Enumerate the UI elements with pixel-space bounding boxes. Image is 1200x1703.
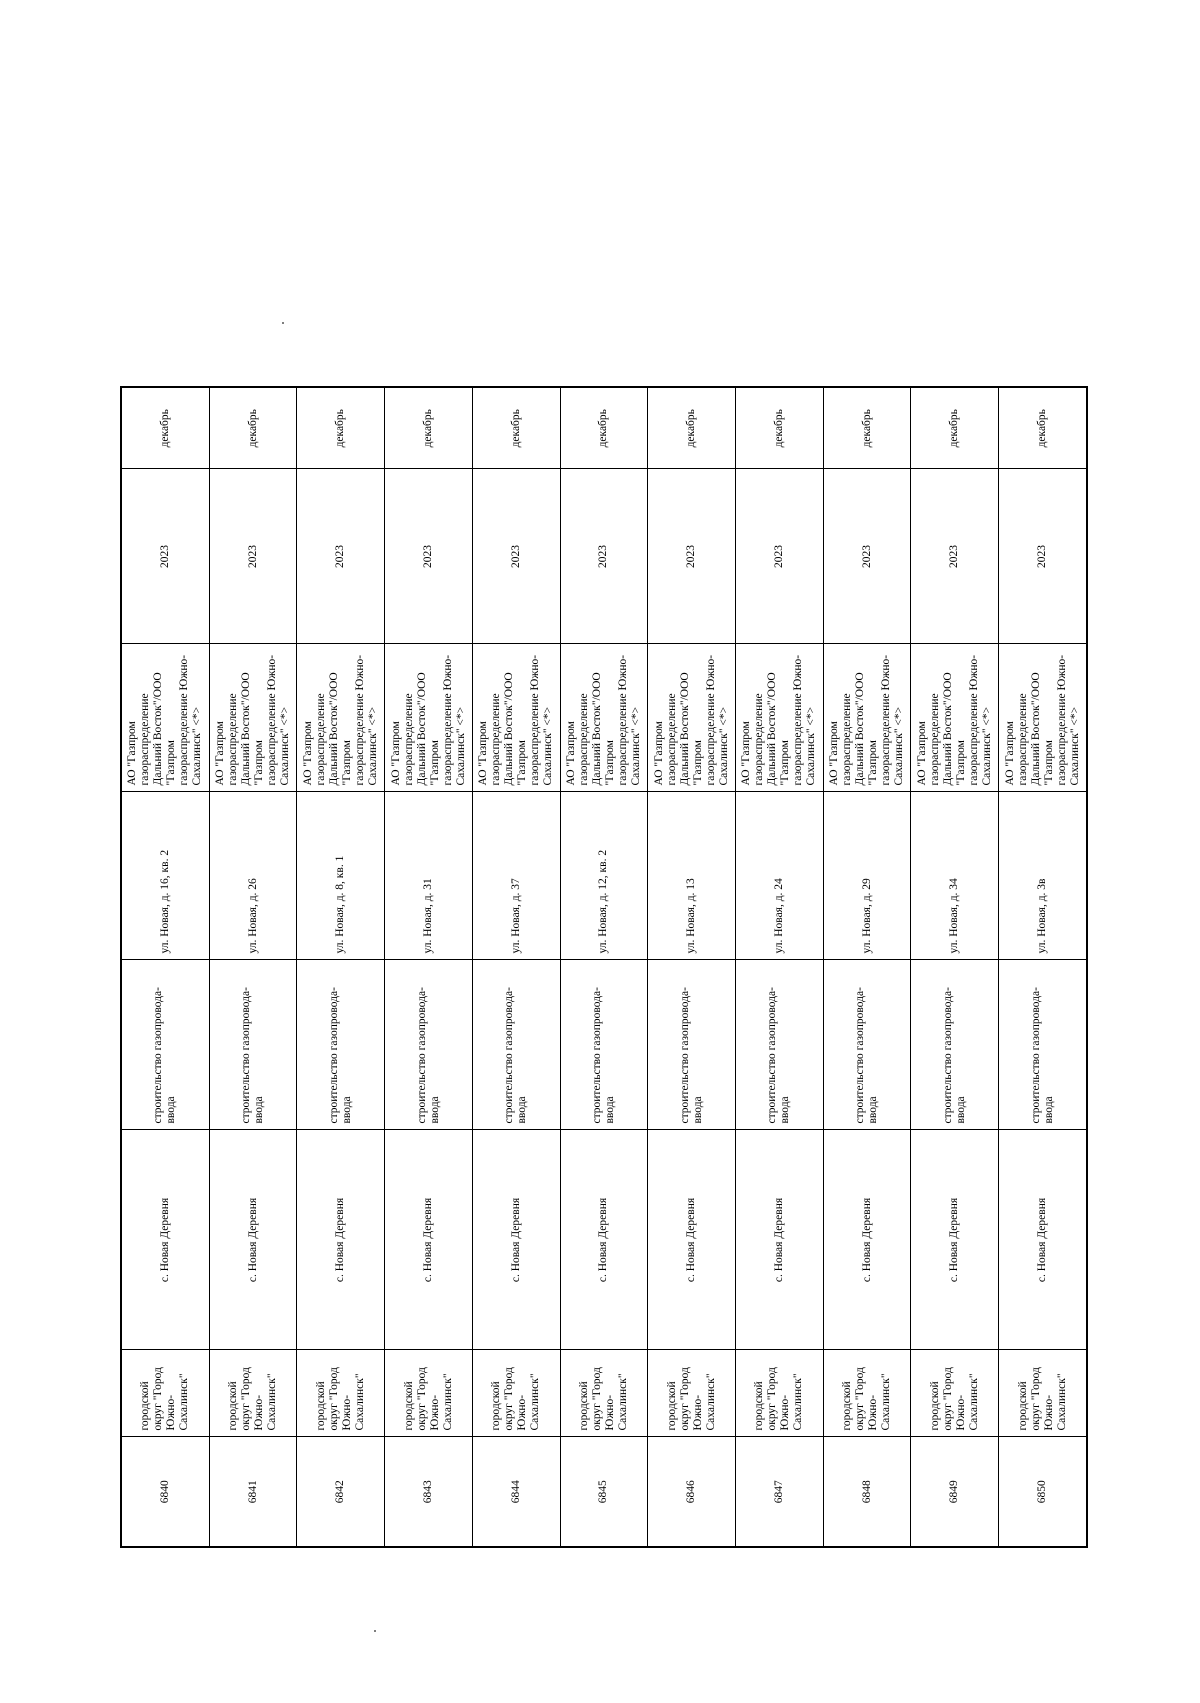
year-cell: 2023 [121, 469, 209, 644]
address-cell: ул. Новая, д. 24 [736, 792, 824, 960]
settlement-cell: с. Новая Деревня [648, 1130, 736, 1350]
year-cell: 2023 [999, 469, 1087, 644]
address-cell: ул. Новая, д. 12, кв. 2 [560, 792, 648, 960]
month-cell: декабрь [911, 387, 999, 469]
row-number-cell: 6848 [823, 1437, 911, 1547]
table-row [999, 387, 1087, 1547]
table-row [823, 387, 911, 1547]
organization-cell: АО "Газпром газораспределение Дальний Восток"/ООО "Газпром газораспределение Южно-Сахалинск" <*> [736, 644, 824, 792]
address-cell: ул. Новая, д. 29 [823, 792, 911, 960]
month-cell: декабрь [999, 387, 1087, 469]
settlement-cell: с. Новая Деревня [472, 1130, 560, 1350]
region-cell: городской округ "Город Южно-Сахалинск" [297, 1350, 385, 1437]
settlement-cell: с. Новая Деревня [385, 1130, 473, 1350]
year-cell: 2023 [911, 469, 999, 644]
work-type-cell: строительство газопровода-ввода [121, 960, 209, 1130]
settlement-cell: с. Новая Деревня [560, 1130, 648, 1350]
month-cell: декабрь [560, 387, 648, 469]
organization-cell: АО "Газпром газораспределение Дальний Восток"/ООО "Газпром газораспределение Южно-Сахалинск" <*> [648, 644, 736, 792]
scan-speck [282, 322, 284, 324]
settlement-cell: с. Новая Деревня [209, 1130, 297, 1350]
region-cell: городской округ "Город Южно-Сахалинск" [472, 1350, 560, 1437]
organization-cell: АО "Газпром газораспределение Дальний Восток"/ООО "Газпром газораспределение Южно-Сахалинск" <*> [823, 644, 911, 792]
organization-cell: АО "Газпром газораспределение Дальний Восток"/ООО "Газпром газораспределение Южно-Сахалинск" <*> [911, 644, 999, 792]
address-cell: ул. Новая, д. 37 [472, 792, 560, 960]
month-cell: декабрь [121, 387, 209, 469]
organization-cell: АО "Газпром газораспределение Дальний Восток"/ООО "Газпром газораспределение Южно-Сахалинск" <*> [472, 644, 560, 792]
address-cell: ул. Новая, д. 8, кв. 1 [297, 792, 385, 960]
region-cell: городской округ "Город Южно-Сахалинск" [560, 1350, 648, 1437]
table-row [736, 387, 824, 1547]
region-cell: городской округ "Город Южно-Сахалинск" [648, 1350, 736, 1437]
table-row [385, 387, 473, 1547]
table-row [648, 387, 736, 1547]
address-cell: ул. Новая, д. 16, кв. 2 [121, 792, 209, 960]
organization-cell: АО "Газпром газораспределение Дальний Восток"/ООО "Газпром газораспределение Южно-Сахалинск" <*> [999, 644, 1087, 792]
work-type-cell: строительство газопровода-ввода [911, 960, 999, 1130]
address-cell: ул. Новая, д. 13 [648, 792, 736, 960]
address-cell: ул. Новая, д. 3в [999, 792, 1087, 960]
month-cell: декабрь [823, 387, 911, 469]
row-number-cell: 6843 [385, 1437, 473, 1547]
year-cell: 2023 [736, 469, 824, 644]
table-row [297, 387, 385, 1547]
work-type-cell: строительство газопровода-ввода [736, 960, 824, 1130]
region-cell: городской округ "Город Южно-Сахалинск" [911, 1350, 999, 1437]
work-type-cell: строительство газопровода-ввода [999, 960, 1087, 1130]
organization-cell: АО "Газпром газораспределение Дальний Восток"/ООО "Газпром газораспределение Южно-Сахалинск" <*> [121, 644, 209, 792]
settlement-cell: с. Новая Деревня [121, 1130, 209, 1350]
region-cell: городской округ "Город Южно-Сахалинск" [121, 1350, 209, 1437]
address-cell: ул. Новая, д. 26 [209, 792, 297, 960]
settlement-cell: с. Новая Деревня [911, 1130, 999, 1350]
month-cell: декабрь [648, 387, 736, 469]
work-type-cell: строительство газопровода-ввода [472, 960, 560, 1130]
settlement-cell: с. Новая Деревня [297, 1130, 385, 1350]
month-cell: декабрь [736, 387, 824, 469]
organization-cell: АО "Газпром газораспределение Дальний Восток"/ООО "Газпром газораспределение Южно-Сахалинск" <*> [297, 644, 385, 792]
table-row [472, 387, 560, 1547]
year-cell: 2023 [472, 469, 560, 644]
work-type-cell: строительство газопровода-ввода [385, 960, 473, 1130]
work-type-cell: строительство газопровода-ввода [560, 960, 648, 1130]
month-cell: декабрь [209, 387, 297, 469]
month-cell: декабрь [297, 387, 385, 469]
row-number-cell: 6847 [736, 1437, 824, 1547]
region-cell: городской округ "Город Южно-Сахалинск" [209, 1350, 297, 1437]
settlement-cell: с. Новая Деревня [999, 1130, 1087, 1350]
year-cell: 2023 [823, 469, 911, 644]
row-number-cell: 6849 [911, 1437, 999, 1547]
row-number-cell: 6846 [648, 1437, 736, 1547]
organization-cell: АО "Газпром газораспределение Дальний Восток"/ООО "Газпром газораспределение Южно-Сахалинск" <*> [209, 644, 297, 792]
region-cell: городской округ "Город Южно-Сахалинск" [736, 1350, 824, 1437]
work-type-cell: строительство газопровода-ввода [209, 960, 297, 1130]
year-cell: 2023 [209, 469, 297, 644]
scan-speck [374, 1630, 376, 1632]
region-cell: городской округ "Город Южно-Сахалинск" [385, 1350, 473, 1437]
row-number-cell: 6841 [209, 1437, 297, 1547]
year-cell: 2023 [385, 469, 473, 644]
year-cell: 2023 [297, 469, 385, 644]
organization-cell: АО "Газпром газораспределение Дальний Восток"/ООО "Газпром газораспределение Южно-Сахалинск" <*> [385, 644, 473, 792]
table-body [121, 387, 1087, 1547]
month-cell: декабрь [472, 387, 560, 469]
row-number-cell: 6850 [999, 1437, 1087, 1547]
address-cell: ул. Новая, д. 31 [385, 792, 473, 960]
organization-cell: АО "Газпром газораспределение Дальний Восток"/ООО "Газпром газораспределение Южно-Сахалинск" <*> [560, 644, 648, 792]
work-type-cell: строительство газопровода-ввода [297, 960, 385, 1130]
settlement-cell: с. Новая Деревня [823, 1130, 911, 1350]
work-type-cell: строительство газопровода-ввода [648, 960, 736, 1130]
region-cell: городской округ "Город Южно-Сахалинск" [999, 1350, 1087, 1437]
row-number-cell: 6845 [560, 1437, 648, 1547]
month-cell: декабрь [385, 387, 473, 469]
table-rotated-container [120, 388, 1088, 1548]
table-row [121, 387, 209, 1547]
work-type-cell: строительство газопровода-ввода [823, 960, 911, 1130]
row-number-cell: 6840 [121, 1437, 209, 1547]
settlement-cell: с. Новая Деревня [736, 1130, 824, 1350]
address-cell: ул. Новая, д. 34 [911, 792, 999, 960]
row-number-cell: 6844 [472, 1437, 560, 1547]
table-row [209, 387, 297, 1547]
region-cell: городской округ "Город Южно-Сахалинск" [823, 1350, 911, 1437]
table-row [560, 387, 648, 1547]
year-cell: 2023 [560, 469, 648, 644]
row-number-cell: 6842 [297, 1437, 385, 1547]
gas-pipeline-registry-table [120, 386, 1088, 1548]
table-row [911, 387, 999, 1547]
year-cell: 2023 [648, 469, 736, 644]
